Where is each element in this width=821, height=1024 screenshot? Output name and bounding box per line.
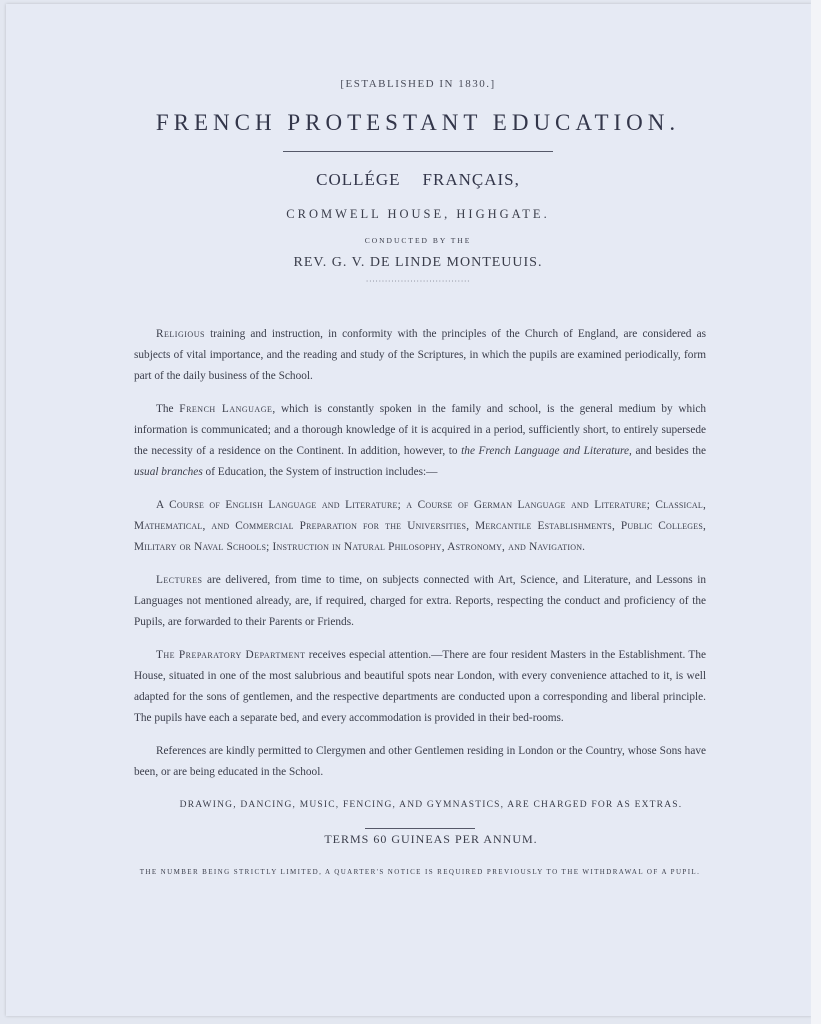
- lead-preparatory: The Preparatory Department: [156, 649, 306, 661]
- prospectus-body: [134, 324, 706, 862]
- paragraph-courses: [134, 495, 706, 558]
- paragraph-religious: [134, 324, 706, 387]
- withdrawal-notice: THE NUMBER BEING STRICTLY LIMITED, A QUARTER'S NOTICE IS REQUIRED PREVIOUSLY TO THE WITHDRAWAL OF A PUPIL.: [139, 868, 701, 876]
- title-rule: [283, 151, 553, 152]
- house-address: CROMWELL HOUSE, HIGHGATE.: [286, 207, 550, 221]
- text-preparatory: receives especial attention.—There are four resident Masters in the Establishment. The House, situated in one of the most salubrious and beautiful spots near London, with every convenience attached to it, is well adapted for the sons of gentlemen, and the respective departments are conducted upon a corresponding and liberal principle. The pupils have each a separate bed, and every accommodation is provided in their bed-rooms.: [134, 649, 706, 724]
- document-title: FRENCH PROTESTANT EDUCATION.: [155, 110, 681, 135]
- text-references: References are kindly permitted to Clergymen and other Gentlemen residing in London or the Country, whose Sons have been, or are being educated in the School.: [134, 745, 706, 778]
- dotted-ornament: ·································: [365, 277, 471, 286]
- college-name-b: FRANÇAIS,: [422, 170, 520, 189]
- text-french-c: and besides the: [631, 445, 707, 457]
- college-name-a: COLLÉGE: [316, 170, 401, 189]
- text-french-a: The: [156, 403, 180, 415]
- paragraph-lectures: [134, 570, 706, 633]
- text-lectures: are delivered, from time to time, on subjects connected with Art, Science, and Literature, and Lessons in Languages not mentioned already, are, if required, charged for extra. Reports, respecting the conduct and proficiency of the Pupils, are forwarded to their Parents or Friends.: [134, 574, 706, 628]
- text-french-d: of Education, the System of instruction includes:—: [202, 466, 438, 478]
- headmaster-name: REV. G. V. DE LINDE MONTEUUIS.: [293, 255, 543, 270]
- conducted-by: CONDUCTED BY THE: [364, 236, 472, 245]
- extras-line: DRAWING, DANCING, MUSIC, FENCING, AND GYMNASTICS, ARE CHARGED FOR AS EXTRAS.: [179, 800, 683, 810]
- letterhead: [128, 78, 708, 286]
- lead-french-language: French Language: [179, 403, 273, 415]
- text-religious: training and instruction, in conformity with the principles of the Church of England, are considered as subjects of vital importance, and the reading and study of the Scriptures, in which the pupils are examined periodically, form part of the daily business of the School.: [134, 328, 706, 382]
- established-line: [ESTABLISHED IN 1830.]: [340, 78, 496, 90]
- paragraph-references: [134, 741, 706, 783]
- page-edge: [811, 0, 821, 1024]
- lead-religious: Religious: [156, 328, 205, 340]
- text-courses: A Course of English Language and Literature; a Course of German Language and Literature; Classical, Mathematical, and Commercial Preparation for the Universities, Mercantile Establishments, Public Colleges, Military or Naval Schools; Instruction in Natural Philosophy, Astronomy, and Navigation.: [134, 499, 706, 553]
- lead-lectures: Lectures: [156, 574, 203, 586]
- italic-usual-branches: usual branches: [134, 466, 203, 478]
- paragraph-french: [134, 399, 706, 483]
- college-name: [128, 170, 708, 190]
- paragraph-preparatory: [134, 645, 706, 729]
- text-french-b: , which is constantly spoken in the family and school, is the general medium by which information is communicated; and a thorough knowledge of it is acquired in a period, sufficiently short, to entirely supersede the necessity of a residence on the Continent. In addition, however, to: [134, 403, 707, 457]
- italic-french-literature: the French Language and Literature,: [461, 445, 632, 457]
- terms-line: TERMS 60 GUINEAS PER ANNUM.: [324, 832, 538, 846]
